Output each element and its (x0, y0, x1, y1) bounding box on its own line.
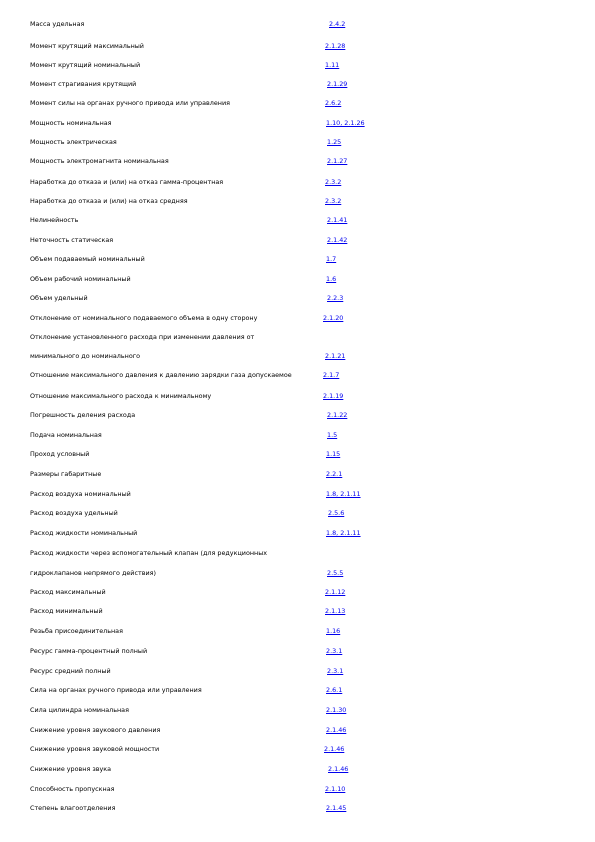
index-ref-link[interactable]: 2.1.41 (327, 216, 348, 224)
index-ref-link[interactable]: 2.1.21 (325, 352, 346, 360)
index-ref-link[interactable]: 2.2.3 (327, 294, 344, 302)
index-term: Проход условный (30, 450, 90, 458)
index-term: гидроклапанов непрямого действия) (30, 569, 156, 577)
index-term: Отношение максимального давления к давлению зарядки газа допускаемое (30, 371, 292, 379)
index-term: Снижение уровня звука (30, 765, 112, 773)
index-term: Момент крутящий номинальный (30, 61, 141, 69)
index-term: Мощность электромагнита номинальная (30, 157, 169, 165)
index-ref-link[interactable]: 2.1.45 (326, 804, 347, 812)
index-ref-link[interactable]: 1.25 (327, 138, 342, 146)
index-term: минимального до номинального (30, 352, 141, 360)
index-term: Подача номинальная (30, 431, 102, 439)
index-term: Нелинейность (30, 216, 79, 224)
index-ref-link[interactable]: 1.8, 2.1.11 (326, 490, 361, 498)
index-term: Отклонение установленного расхода при изменении давления от (30, 333, 255, 341)
index-term: Расход жидкости номинальный (30, 529, 138, 537)
index-term: Степень влагоотделения (30, 804, 116, 812)
index-term: Размеры габаритные (30, 470, 102, 478)
index-term: Резьба присоединительная (30, 627, 123, 635)
index-term: Объем удельный (30, 294, 88, 302)
index-term: Расход воздуха номинальный (30, 490, 131, 498)
index-ref-link[interactable]: 1.16 (326, 627, 341, 635)
index-ref-link[interactable]: 2.1.29 (327, 80, 348, 88)
index-term: Наработка до отказа и (или) на отказ средняя (30, 197, 188, 205)
index-term: Сила цилиндра номинальная (30, 706, 129, 714)
index-term: Момент силы на органах ручного привода или управления (30, 99, 230, 107)
index-ref-link[interactable]: 2.1.19 (323, 392, 344, 400)
index-term: Снижение уровня звуковой мощности (30, 745, 160, 753)
index-ref-link[interactable]: 2.3.1 (327, 667, 344, 675)
index-ref-link[interactable]: 1.11 (325, 61, 340, 69)
index-term: Момент крутящий максимальный (30, 42, 144, 50)
index-ref-link[interactable]: 2.5.5 (327, 569, 344, 577)
index-term: Объем рабочий номинальный (30, 275, 131, 283)
index-term: Расход воздуха удельный (30, 509, 118, 517)
index-ref-link[interactable]: 1.5 (327, 431, 338, 439)
index-ref-link[interactable]: 2.1.46 (328, 765, 349, 773)
index-term: Отношение максимального расхода к минимальному (30, 392, 212, 400)
index-ref-link[interactable]: 2.2.1 (326, 470, 343, 478)
index-term: Наработка до отказа и (или) на отказ гамма-процентная (30, 178, 224, 186)
index-ref-link[interactable]: 2.1.20 (323, 314, 344, 322)
index-term: Сила на органах ручного привода или управления (30, 686, 202, 694)
index-term: Ресурс средний полный (30, 667, 111, 675)
index-term: Ресурс гамма-процентный полный (30, 647, 148, 655)
index-ref-link[interactable]: 2.4.2 (329, 20, 346, 28)
index-term: Масса удельная (30, 20, 85, 28)
index-ref-link[interactable]: 2.1.13 (325, 607, 346, 615)
index-term: Мощность номинальная (30, 119, 112, 127)
index-ref-link[interactable]: 2.1.42 (327, 236, 348, 244)
index-ref-link[interactable]: 2.1.28 (325, 42, 346, 50)
index-ref-link[interactable]: 2.6.1 (326, 686, 343, 694)
index-ref-link[interactable]: 2.1.30 (326, 706, 347, 714)
index-term: Расход максимальный (30, 588, 106, 596)
index-ref-link[interactable]: 2.1.7 (323, 371, 340, 379)
index-term: Отклонение от номинального подаваемого объема в одну сторону (30, 314, 258, 322)
index-ref-link[interactable]: 2.1.46 (326, 726, 347, 734)
index-ref-link[interactable]: 2.3.2 (325, 197, 342, 205)
index-ref-link[interactable]: 2.3.1 (326, 647, 343, 655)
index-ref-link[interactable]: 2.6.2 (325, 99, 342, 107)
index-ref-link[interactable]: 1.7 (326, 255, 337, 263)
index-ref-link[interactable]: 2.1.27 (327, 157, 348, 165)
index-term: Неточность статическая (30, 236, 114, 244)
index-ref-link[interactable]: 1.6 (326, 275, 337, 283)
index-ref-link[interactable]: 1.15 (326, 450, 341, 458)
index-term: Снижение уровня звукового давления (30, 726, 161, 734)
index-term: Расход жидкости через вспомогательный клапан (для редукционных (30, 549, 268, 557)
index-term: Расход минимальный (30, 607, 103, 615)
index-ref-link[interactable]: 2.1.12 (325, 588, 346, 596)
index-ref-link[interactable]: 2.1.10 (325, 785, 346, 793)
index-term: Погрешность деления расхода (30, 411, 136, 419)
index-term: Объем подаваемый номинальный (30, 255, 145, 263)
index-ref-link[interactable]: 2.5.6 (328, 509, 345, 517)
index-ref-link[interactable]: 1.10, 2.1.26 (326, 119, 365, 127)
index-term: Способность пропускная (30, 785, 115, 793)
index-ref-link[interactable]: 2.1.22 (327, 411, 348, 419)
index-ref-link[interactable]: 2.1.46 (324, 745, 345, 753)
index-term: Момент страгивания крутящий (30, 80, 137, 88)
index-term: Мощность электрическая (30, 138, 117, 146)
index-ref-link[interactable]: 1.8, 2.1.11 (326, 529, 361, 537)
index-ref-link[interactable]: 2.3.2 (325, 178, 342, 186)
